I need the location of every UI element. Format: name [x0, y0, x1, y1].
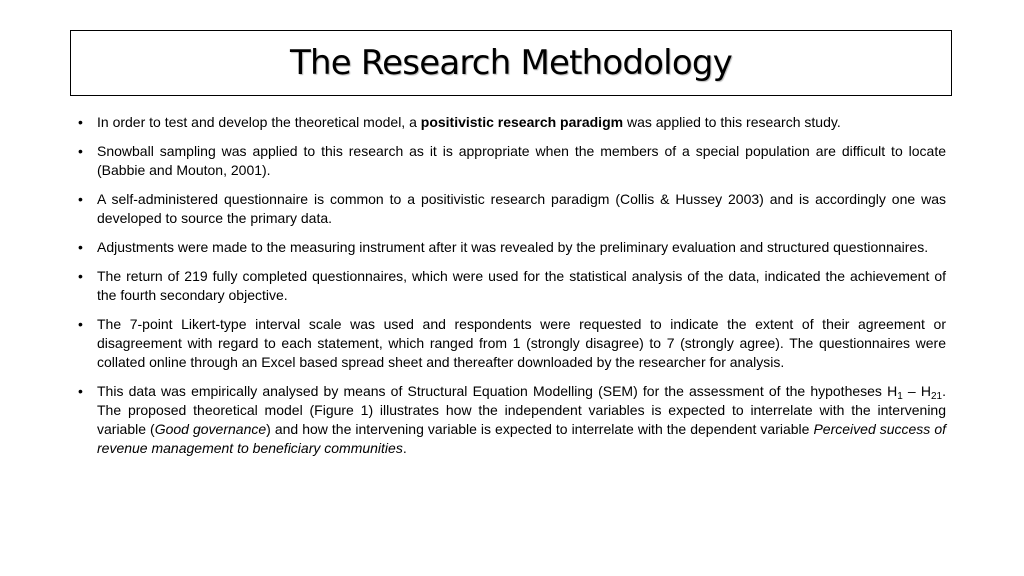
italic-text: Good governance — [154, 421, 267, 437]
bullet-text: This data was empirically analysed by means of Structural Equation Modelling (SEM) for the assessment of the hypotheses H — [97, 383, 898, 399]
bullet-item-adjustments — [78, 238, 946, 257]
bullet-item-positivistic-paradigm — [78, 113, 946, 132]
bullet-dot: • — [78, 268, 83, 284]
bullet-text: A self-administered questionnaire is common to a positivistic research paradigm (Collis & Hussey 2003) and is accordingly one was developed to source the primary data. — [97, 191, 946, 226]
slide-title: The Research Methodology — [290, 43, 732, 83]
bullet-text: – H — [902, 383, 931, 399]
subscript: 1 — [897, 391, 903, 402]
bullet-text: was applied to this research study. — [623, 114, 841, 130]
bullet-dot: • — [78, 383, 83, 399]
bullet-item-sem-analysis — [78, 382, 946, 458]
bullet-dot: • — [78, 316, 83, 332]
bullet-bold-text: positivistic research paradigm — [420, 114, 624, 130]
bullet-text: The 7-point Likert-type interval scale was used and respondents were requested to indicate the extent of their agreement or disagreement with regard to each statement, which ranged from 1 (strongly disagree) to 7 (strongly agree). The questionnaires were collated online through an Excel based spread sheet and thereafter downloaded by the researcher for analysis. — [97, 316, 946, 370]
bullet-dot: • — [78, 191, 83, 207]
bullet-text: Adjustments were made to the measuring instrument after it was revealed by the preliminary evaluation and structured questionnaires. — [97, 239, 929, 255]
bullet-dot: • — [78, 239, 83, 255]
bullet-text: In order to test and develop the theoretical model, a — [97, 114, 421, 130]
title-box — [70, 30, 952, 96]
bullet-item-likert-scale — [78, 315, 946, 372]
bullet-text: Snowball sampling was applied to this research as it is appropriate when the members of a special population are difficult to locate (Babbie and Mouton, 2001). — [97, 143, 946, 178]
subscript: 21 — [930, 391, 943, 402]
bullet-text: ) and how the intervening variable is expected to interrelate with the dependent variable — [266, 421, 814, 437]
bullet-dot: • — [78, 143, 83, 159]
bullet-item-return-rate — [78, 267, 946, 305]
bullet-dot: • — [78, 114, 83, 130]
bullet-text: . — [402, 440, 407, 456]
bullet-text: The return of 219 fully completed questionnaires, which were used for the statistical analysis of the data, indicated the achievement of the fourth secondary objective. — [97, 268, 946, 303]
bullet-item-questionnaire — [78, 190, 946, 228]
bullet-item-snowball-sampling — [78, 142, 946, 180]
bullet-list — [78, 113, 946, 468]
bullet-text: . The proposed theoretical model (Figure 1) illustrates how the independent variables is expected to interrelate with the intervening variable ( — [97, 383, 946, 437]
italic-text: Perceived success of revenue management to beneficiary communities — [97, 421, 946, 456]
